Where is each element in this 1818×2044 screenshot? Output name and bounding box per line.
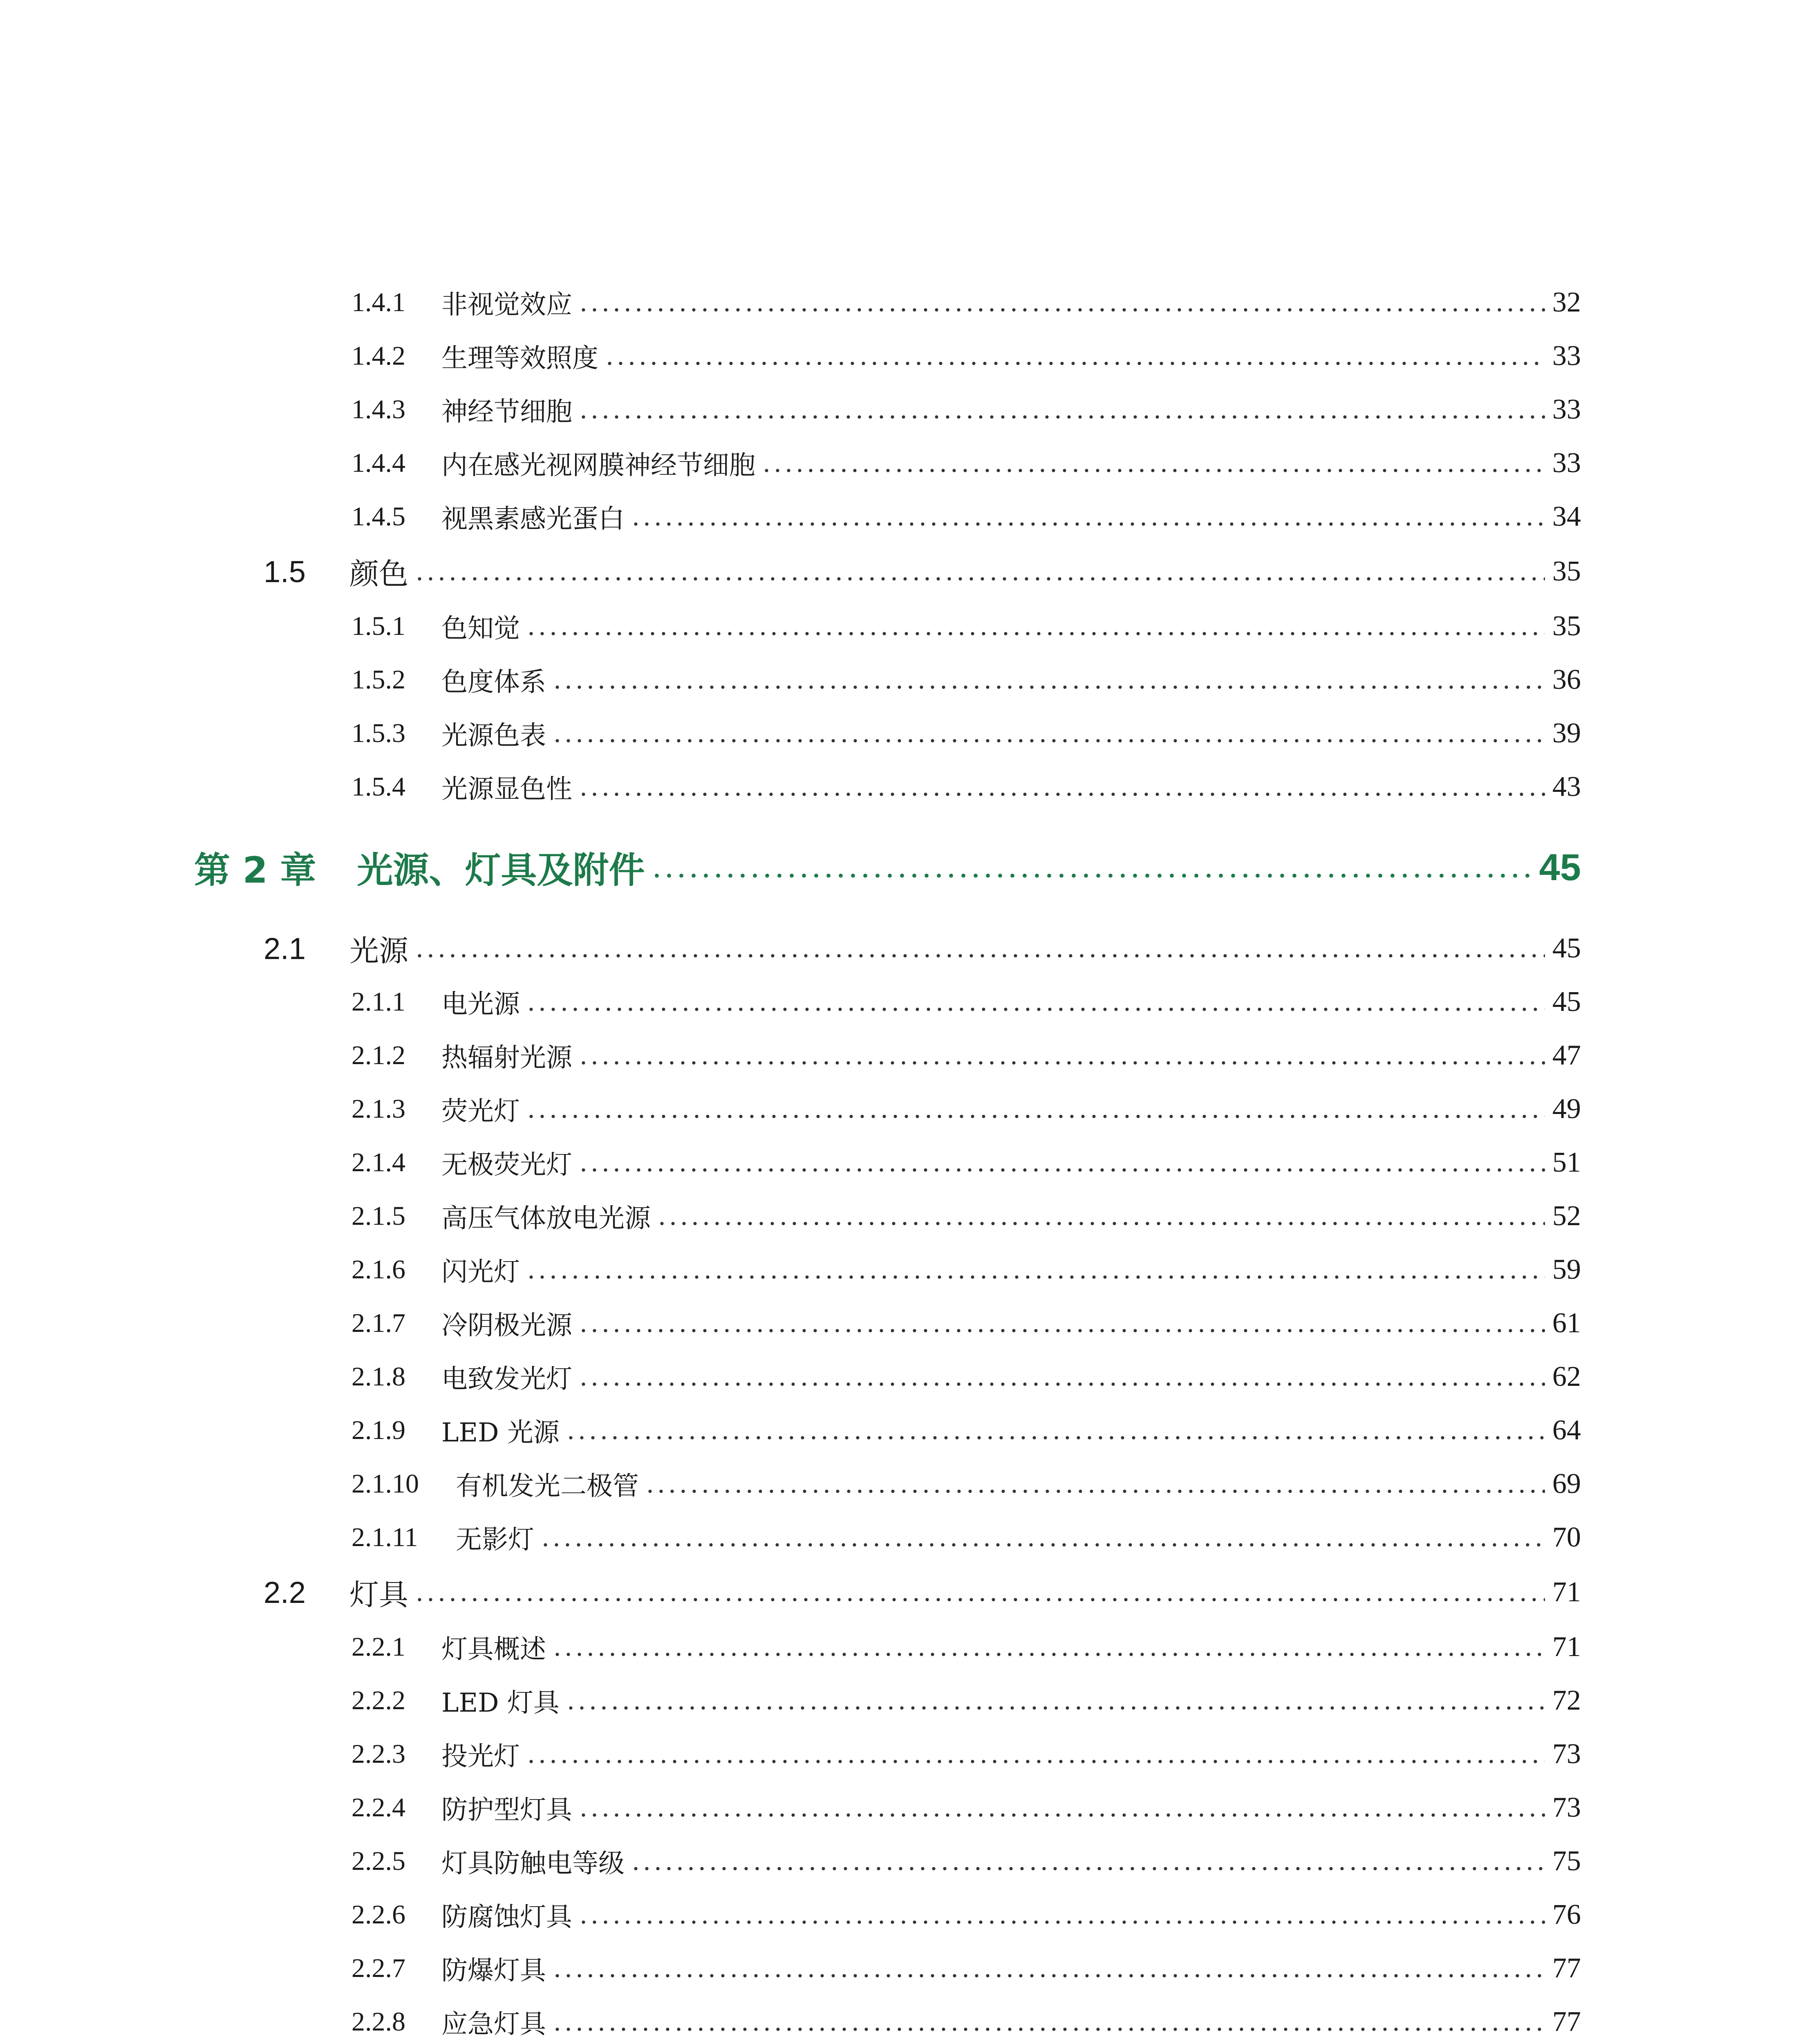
toc-dot-leader bbox=[526, 631, 1545, 637]
toc-entry-title: 荧光灯 bbox=[441, 1096, 520, 1127]
toc-subsection-entry bbox=[352, 1031, 1581, 1080]
toc-entry-title: 投光灯 bbox=[441, 1741, 520, 1772]
toc-subsection-entry bbox=[352, 1245, 1581, 1294]
toc-subsection-entry bbox=[352, 1352, 1581, 1401]
toc-entry-title: 灯具概述 bbox=[441, 1634, 546, 1665]
toc-entry-number: 2.1.6 bbox=[352, 1255, 405, 1284]
toc-subsection-entry bbox=[352, 1730, 1581, 1779]
toc-entry-title: 防爆灯具 bbox=[441, 1956, 546, 1986]
toc-subsection-entry bbox=[352, 1085, 1581, 1134]
toc-subsection-entry bbox=[352, 1299, 1581, 1348]
toc-dot-leader bbox=[414, 576, 1545, 582]
toc-entry-number: 1.5.1 bbox=[352, 611, 405, 641]
toc-entry-title: 光源显色性 bbox=[441, 774, 572, 805]
toc-entry-page: 73 bbox=[1552, 1792, 1581, 1823]
toc-dot-leader bbox=[552, 684, 1545, 690]
toc-entry-number: 1.4.3 bbox=[352, 394, 405, 424]
toc-entry-title: 内在感光视网膜神经节细胞 bbox=[441, 450, 755, 481]
toc-entry-number: 2.1.1 bbox=[352, 987, 405, 1017]
toc-dot-leader bbox=[578, 307, 1545, 313]
toc-entry-page: 33 bbox=[1552, 340, 1581, 372]
toc-entry-number: 2.1.7 bbox=[352, 1308, 405, 1338]
toc-entry-page: 45 bbox=[1552, 932, 1581, 964]
toc-dot-leader bbox=[565, 1435, 1545, 1441]
toc-dot-leader bbox=[578, 1919, 1545, 1925]
toc-entry-page: 75 bbox=[1552, 1845, 1581, 1877]
toc-dot-leader bbox=[578, 1167, 1545, 1173]
toc-entry-title: 应急灯具 bbox=[441, 2009, 546, 2040]
toc-dot-leader bbox=[578, 414, 1545, 420]
toc-entry-page: 49 bbox=[1552, 1093, 1581, 1125]
toc-dot-leader bbox=[565, 1705, 1545, 1711]
toc-dot-leader bbox=[578, 791, 1545, 797]
toc-dot-leader bbox=[761, 468, 1545, 473]
toc-subsection-entry bbox=[352, 602, 1581, 651]
toc-entry-number: 2.1.2 bbox=[352, 1040, 405, 1070]
toc-entry-page: 76 bbox=[1552, 1899, 1581, 1930]
toc-dot-leader bbox=[604, 361, 1545, 366]
toc-subsection-entry bbox=[352, 762, 1581, 811]
toc-entry-page: 34 bbox=[1552, 501, 1581, 532]
toc-entry-title: 视黑素感光蛋白 bbox=[441, 504, 625, 534]
toc-entry-page: 62 bbox=[1552, 1361, 1581, 1392]
toc-dot-leader bbox=[578, 1328, 1545, 1334]
toc-subsection-entry bbox=[352, 977, 1581, 1026]
toc-entry-title: LED 灯具 bbox=[441, 1688, 560, 1718]
toc-entry-page: 59 bbox=[1552, 1254, 1581, 1285]
toc-dot-leader bbox=[630, 1866, 1545, 1871]
toc-entry-title: 灯具 bbox=[349, 1578, 409, 1612]
toc-entry-number: 2.2 bbox=[264, 1575, 306, 1609]
toc-entry-title: 神经节细胞 bbox=[441, 397, 572, 427]
toc-subsection-entry bbox=[352, 278, 1581, 327]
toc-subsection-entry bbox=[352, 1623, 1581, 1672]
toc-dot-leader bbox=[578, 1812, 1545, 1818]
toc-entry-page: 33 bbox=[1552, 394, 1581, 425]
toc-subsection-entry bbox=[352, 709, 1581, 758]
toc-entry-title: 光源色表 bbox=[441, 721, 546, 751]
toc-dot-leader bbox=[526, 1114, 1545, 1119]
toc-entry-title: 无影灯 bbox=[456, 1525, 534, 1555]
toc-subsection-entry bbox=[352, 655, 1581, 704]
toc-entry-title: 电光源 bbox=[441, 989, 520, 1020]
toc-entry-number: 2.2.4 bbox=[352, 1793, 405, 1822]
toc-entry-number: 第 2 章 bbox=[194, 849, 316, 891]
toc-section-entry bbox=[264, 1568, 1581, 1617]
toc-entry-number: 2.1.8 bbox=[352, 1362, 405, 1392]
toc-dot-leader bbox=[578, 1381, 1545, 1387]
toc-entry-title: 色度体系 bbox=[441, 667, 546, 697]
toc-entry-page: 71 bbox=[1552, 1631, 1581, 1663]
toc-entry-page: 61 bbox=[1552, 1307, 1581, 1339]
toc-entry-title: LED 光源 bbox=[441, 1418, 560, 1448]
toc-entry-number: 1.4.4 bbox=[352, 448, 405, 478]
toc-entry-page: 36 bbox=[1552, 664, 1581, 695]
toc-entry-page: 35 bbox=[1552, 556, 1581, 587]
toc-entry-number: 2.2.8 bbox=[352, 2007, 405, 2037]
toc-subsection-entry bbox=[352, 385, 1581, 434]
toc-entry-number: 2.1.5 bbox=[352, 1201, 405, 1231]
toc-subsection-entry bbox=[352, 1890, 1581, 1939]
toc-entry-page: 35 bbox=[1552, 610, 1581, 642]
toc-section-entry bbox=[264, 924, 1581, 973]
toc-dot-leader bbox=[540, 1542, 1545, 1548]
toc-entry-number: 2.1.11 bbox=[352, 1522, 418, 1552]
toc-dot-leader bbox=[552, 1652, 1545, 1657]
toc-entry-number: 2.1.9 bbox=[352, 1415, 405, 1445]
toc-entry-page: 64 bbox=[1552, 1414, 1581, 1446]
toc-entry-title: 电致发光灯 bbox=[441, 1364, 572, 1394]
toc-subsection-entry bbox=[352, 1783, 1581, 1832]
toc-entry-page: 52 bbox=[1552, 1200, 1581, 1232]
toc-entry-title: 热辐射光源 bbox=[441, 1043, 572, 1073]
toc-subsection-entry bbox=[352, 1944, 1581, 1993]
toc-entry-page: 73 bbox=[1552, 1738, 1581, 1770]
toc-entry-number: 1.5 bbox=[264, 554, 306, 589]
toc-dot-leader bbox=[645, 1488, 1545, 1494]
toc-entry-title: 冷阴极光源 bbox=[441, 1311, 572, 1341]
toc-entry-page: 70 bbox=[1552, 1522, 1581, 1553]
toc-entry-title: 颜色 bbox=[349, 557, 409, 591]
toc-entry-title: 无极荧光灯 bbox=[441, 1150, 572, 1180]
toc-dot-leader bbox=[651, 872, 1532, 879]
toc-section-entry bbox=[264, 547, 1581, 596]
toc-subsection-entry bbox=[352, 1138, 1581, 1187]
toc-subsection-entry bbox=[352, 492, 1581, 541]
toc-entry-page: 45 bbox=[1552, 986, 1581, 1018]
toc-dot-leader bbox=[526, 1006, 1545, 1012]
toc-entry-number: 1.4.5 bbox=[352, 502, 405, 531]
toc-subsection-entry bbox=[352, 439, 1581, 488]
toc-dot-leader bbox=[552, 738, 1545, 744]
toc-entry-page: 45 bbox=[1539, 846, 1581, 888]
toc-entry-title: 光源、灯具及附件 bbox=[357, 849, 645, 891]
toc-entry-title: 色知觉 bbox=[441, 614, 520, 644]
toc-entry-number: 1.4.1 bbox=[352, 287, 405, 317]
toc-entry-number: 1.5.3 bbox=[352, 718, 405, 748]
toc-entry-page: 33 bbox=[1552, 447, 1581, 479]
toc-entry-number: 1.5.2 bbox=[352, 665, 405, 695]
toc-entry-page: 43 bbox=[1552, 771, 1581, 802]
toc-entry-title: 闪光灯 bbox=[441, 1257, 520, 1287]
toc-entry-number: 2.2.2 bbox=[352, 1685, 405, 1715]
toc-entry-page: 32 bbox=[1552, 287, 1581, 318]
toc-entry-number: 2.2.5 bbox=[352, 1846, 405, 1876]
toc-entry-title: 有机发光二极管 bbox=[456, 1471, 639, 1502]
toc-dot-leader bbox=[578, 1060, 1545, 1066]
toc-entry-title: 光源 bbox=[349, 934, 409, 968]
toc-subsection-entry bbox=[352, 1837, 1581, 1886]
toc-entry-number: 2.2.1 bbox=[352, 1632, 405, 1662]
toc-entry-number: 2.2.7 bbox=[352, 1953, 405, 1983]
toc-entry-number: 2.1.10 bbox=[352, 1469, 419, 1499]
toc-dot-leader bbox=[552, 1973, 1545, 1979]
toc-entry-number: 1.4.2 bbox=[352, 341, 405, 371]
toc-entry-number: 2.1.3 bbox=[352, 1094, 405, 1124]
toc-entry-page: 51 bbox=[1552, 1147, 1581, 1178]
toc-dot-leader bbox=[552, 2026, 1545, 2032]
toc-subsection-entry bbox=[352, 1406, 1581, 1455]
toc-entry-page: 69 bbox=[1552, 1468, 1581, 1499]
toc-dot-leader bbox=[526, 1759, 1545, 1764]
toc-dot-leader bbox=[414, 1597, 1545, 1602]
toc-entry-title: 灯具防触电等级 bbox=[441, 1849, 625, 1879]
toc-entry-page: 71 bbox=[1552, 1576, 1581, 1608]
toc-entry-number: 2.2.6 bbox=[352, 1900, 405, 1930]
toc-entry-number: 2.1 bbox=[264, 931, 306, 966]
toc-entry-number: 2.1.4 bbox=[352, 1148, 405, 1177]
toc-dot-leader bbox=[630, 521, 1545, 527]
toc-subsection-entry bbox=[352, 1459, 1581, 1508]
toc-entry-title: 防腐蚀灯具 bbox=[441, 1902, 572, 1932]
toc-subsection-entry bbox=[352, 1192, 1581, 1241]
toc-chapter-entry bbox=[194, 839, 1581, 896]
toc-subsection-entry bbox=[352, 1513, 1581, 1562]
toc-entry-page: 72 bbox=[1552, 1685, 1581, 1716]
toc-entry-page: 77 bbox=[1552, 2006, 1581, 2037]
toc-entry-title: 高压气体放电光源 bbox=[441, 1204, 651, 1234]
toc-subsection-entry bbox=[352, 1676, 1581, 1725]
toc-dot-leader bbox=[656, 1221, 1545, 1226]
toc-entry-number: 1.5.4 bbox=[352, 772, 405, 802]
toc-entry-title: 防护型灯具 bbox=[441, 1795, 572, 1825]
toc-entry-page: 39 bbox=[1552, 717, 1581, 749]
toc-entry-title: 非视觉效应 bbox=[441, 290, 572, 320]
toc-entry-number: 2.2.3 bbox=[352, 1739, 405, 1769]
toc-dot-leader bbox=[526, 1274, 1545, 1280]
toc-entry-title: 生理等效照度 bbox=[441, 343, 598, 374]
toc-subsection-entry bbox=[352, 332, 1581, 381]
toc-entry-page: 77 bbox=[1552, 1952, 1581, 1984]
toc-entry-page: 47 bbox=[1552, 1040, 1581, 1071]
toc-dot-leader bbox=[414, 953, 1545, 959]
toc-subsection-entry bbox=[352, 1997, 1581, 2044]
